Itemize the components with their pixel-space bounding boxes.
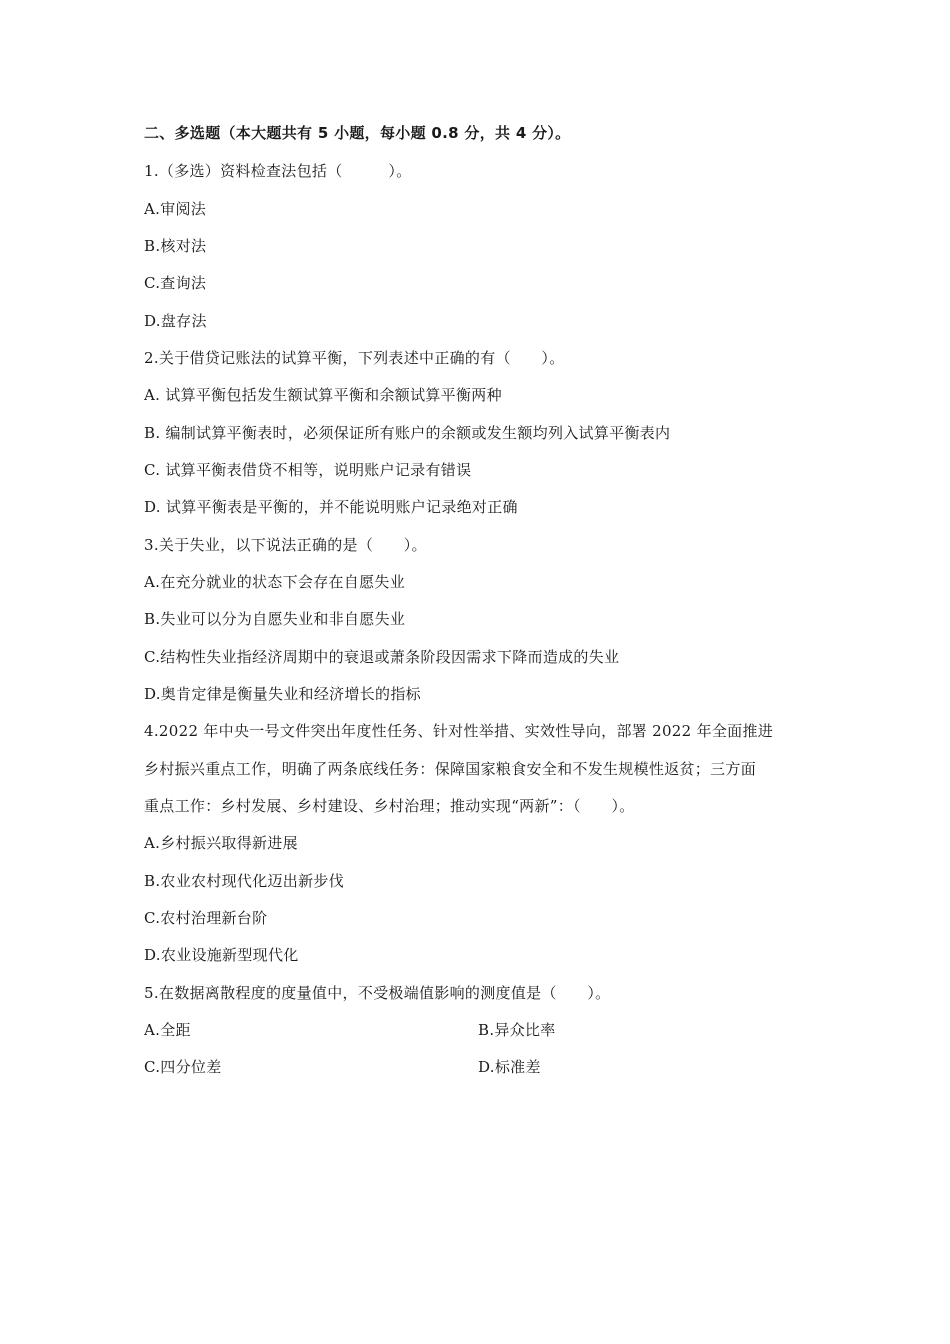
question-1-option-d: D.盘存法 [144,312,207,330]
question-4-option-c: C.农村治理新台阶 [144,909,268,927]
question-4-stem-line-2: 乡村振兴重点工作，明确了两条底线任务：保障国家粮食安全和不发生规模性返贫；三方面 [144,760,757,778]
section-title: 二、多选题（本大题共有 5 小题，每小题 0.8 分，共 4 分）。 [144,124,571,142]
question-2-option-d: D. 试算平衡表是平衡的，并不能说明账户记录绝对正确 [144,498,518,516]
question-1-stem: 1.（多选）资料检查法包括（ ）。 [144,162,412,180]
question-2-option-a: A. 试算平衡包括发生额试算平衡和余额试算平衡两种 [144,386,502,404]
question-3-option-d: D.奥肯定律是衡量失业和经济增长的指标 [144,685,421,703]
question-1-option-a: A.审阅法 [144,200,207,218]
question-5-option-a: A.全距 [144,1021,191,1039]
question-5-option-b: B.异众比率 [478,1021,556,1039]
question-2-stem: 2.关于借贷记账法的试算平衡，下列表述中正确的有（ ）。 [144,349,565,367]
question-2-option-b: B. 编制试算平衡表时，必须保证所有账户的余额或发生额均列入试算平衡表内 [144,424,671,442]
question-4-stem-line-3: 重点工作：乡村发展、乡村建设、乡村治理；推动实现“两新”：（ ）。 [144,797,635,815]
question-5-option-d: D.标准差 [478,1058,541,1076]
question-2-option-c: C. 试算平衡表借贷不相等，说明账户记录有错误 [144,461,472,479]
question-4-option-a: A.乡村振兴取得新进展 [144,834,298,852]
question-1-option-b: B.核对法 [144,237,207,255]
question-3-stem: 3.关于失业，以下说法正确的是（ ）。 [144,536,427,554]
question-3-option-c: C.结构性失业指经济周期中的衰退或萧条阶段因需求下降而造成的失业 [144,648,620,666]
question-3-option-b: B.失业可以分为自愿失业和非自愿失业 [144,610,406,628]
question-4-option-b: B.农业农村现代化迈出新步伐 [144,872,344,890]
question-4-stem-line-1: 4.2022 年中央一号文件突出年度性任务、针对性举措、实效性导向，部署 2022 年全面推进 [144,722,774,740]
question-5-option-c: C.四分位差 [144,1058,222,1076]
question-5-stem: 5.在数据离散程度的度量值中，不受极端值影响的测度值是（ ）。 [144,984,611,1002]
question-3-option-a: A.在充分就业的状态下会存在自愿失业 [144,573,406,591]
question-4-option-d: D.农业设施新型现代化 [144,946,299,964]
question-1-option-c: C.查询法 [144,274,207,292]
